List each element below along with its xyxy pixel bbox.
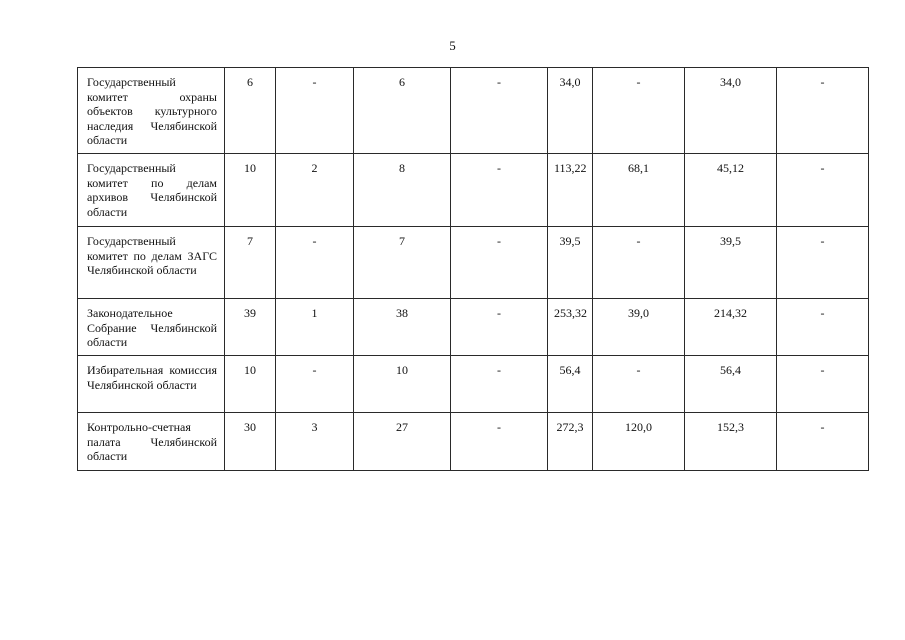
table-cell: 152,3 <box>685 413 777 471</box>
table-cell: 30 <box>225 413 276 471</box>
table-row <box>78 227 869 299</box>
table-cell: - <box>276 227 354 299</box>
table-cell: - <box>451 227 548 299</box>
table-cell: - <box>777 356 869 413</box>
table-cell: 272,3 <box>548 413 593 471</box>
table-cell: 39 <box>225 299 276 356</box>
table-cell: 3 <box>276 413 354 471</box>
table-cell: 10 <box>225 154 276 227</box>
table-cell: - <box>777 154 869 227</box>
table-cell: 56,4 <box>685 356 777 413</box>
table-cell: 7 <box>354 227 451 299</box>
organization-name: Избирательная комиссия Челябинской области <box>78 356 225 413</box>
organization-name: Государственный комитет по делам архивов Челябинской области <box>78 154 225 227</box>
table-cell: - <box>451 68 548 154</box>
table-row <box>78 68 869 154</box>
table-cell: 56,4 <box>548 356 593 413</box>
table-cell: 120,0 <box>593 413 685 471</box>
table-cell: 39,5 <box>685 227 777 299</box>
table-cell: - <box>777 227 869 299</box>
table-row <box>78 356 869 413</box>
table-cell: - <box>451 154 548 227</box>
table-cell: 113,22 <box>548 154 593 227</box>
table-cell: - <box>276 68 354 154</box>
table-cell: - <box>593 68 685 154</box>
organization-name: Законодательное Собрание Челябинской области <box>78 299 225 356</box>
table-cell: 6 <box>354 68 451 154</box>
table-cell: 68,1 <box>593 154 685 227</box>
table-cell: 34,0 <box>685 68 777 154</box>
table-cell: 2 <box>276 154 354 227</box>
table-cell: - <box>593 356 685 413</box>
organization-name: Государственный комитет по делам ЗАГС Челябинской области <box>78 227 225 299</box>
table-cell: - <box>451 413 548 471</box>
table-row <box>78 413 869 471</box>
table-row <box>78 154 869 227</box>
table-cell: 8 <box>354 154 451 227</box>
table-cell: 10 <box>354 356 451 413</box>
table-cell: 214,32 <box>685 299 777 356</box>
table-cell: 34,0 <box>548 68 593 154</box>
table-cell: 253,32 <box>548 299 593 356</box>
table-row <box>78 299 869 356</box>
table-cell: 7 <box>225 227 276 299</box>
table-cell: - <box>451 299 548 356</box>
table-cell: 38 <box>354 299 451 356</box>
table-cell: 10 <box>225 356 276 413</box>
table-cell: 39,0 <box>593 299 685 356</box>
organization-name: Государственный комитет охраны объектов культурного наследия Челябинской области <box>78 68 225 154</box>
table-cell: 6 <box>225 68 276 154</box>
table-cell: 39,5 <box>548 227 593 299</box>
table-cell: - <box>777 299 869 356</box>
table-cell: 45,12 <box>685 154 777 227</box>
organization-name: Контрольно-счетная палата Челябинской области <box>78 413 225 471</box>
table-cell: - <box>593 227 685 299</box>
table-cell: 1 <box>276 299 354 356</box>
data-table <box>77 67 869 471</box>
table-cell: - <box>777 68 869 154</box>
page-number: 5 <box>449 38 456 53</box>
table-cell: - <box>777 413 869 471</box>
table-cell: - <box>451 356 548 413</box>
table-cell: - <box>276 356 354 413</box>
table-cell: 27 <box>354 413 451 471</box>
